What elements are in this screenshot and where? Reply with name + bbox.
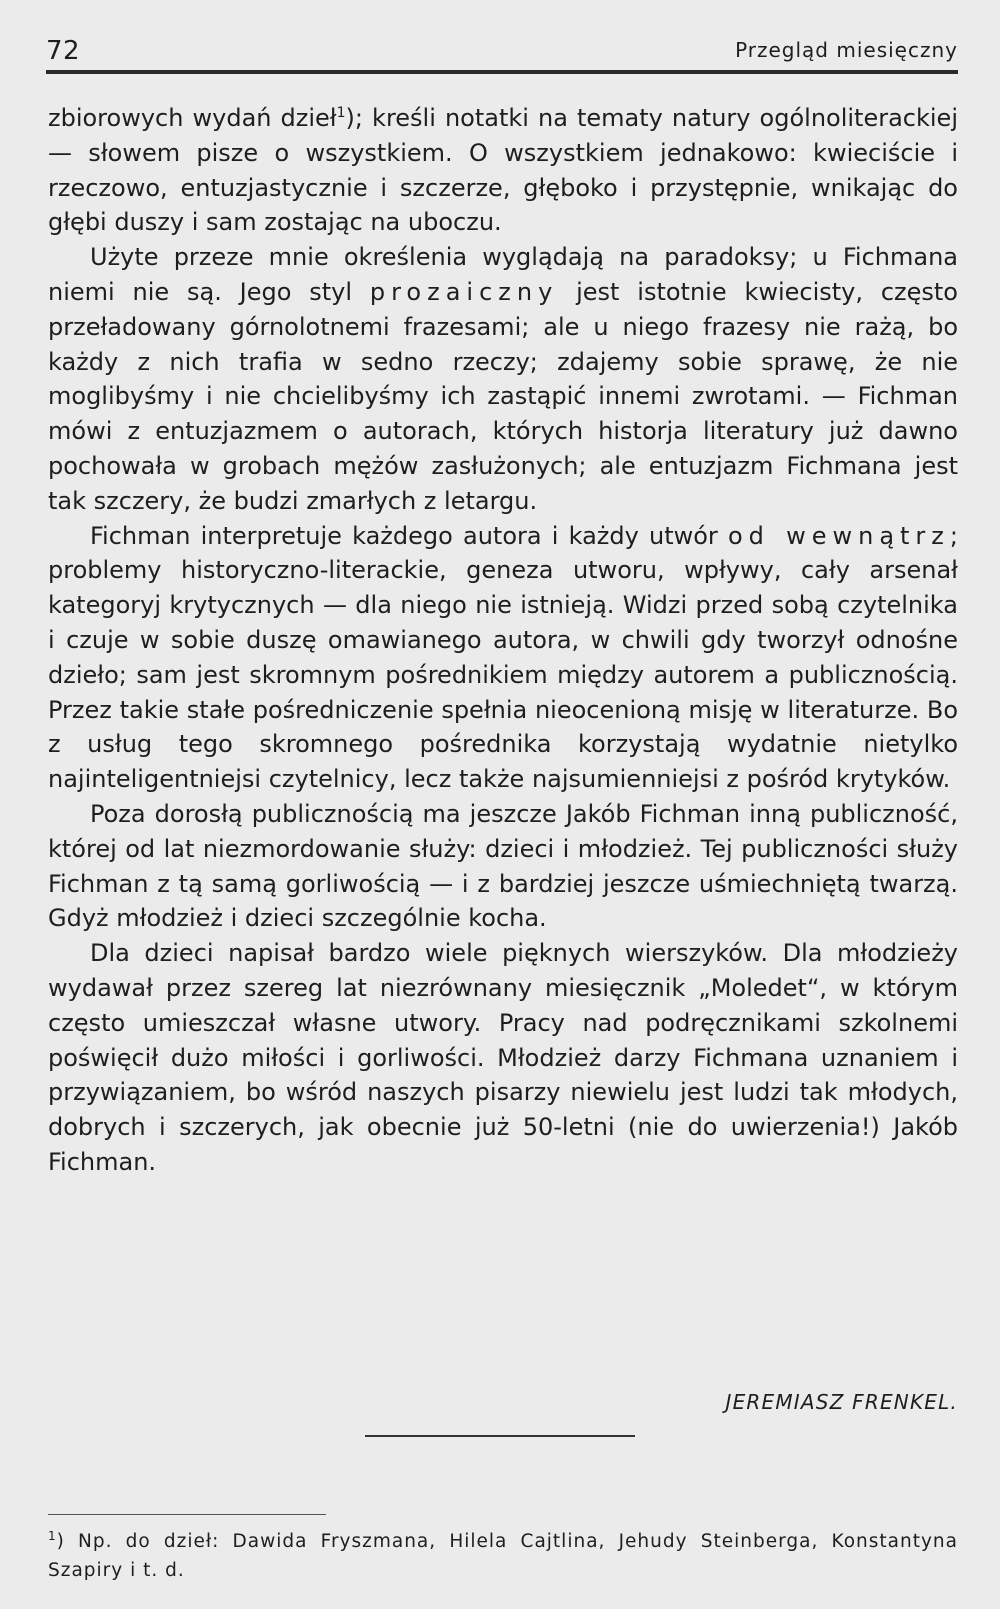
paragraph-1 [48, 96, 958, 240]
footnote-text: ) Np. do dzieł: Dawida Fryszmana, Hilela Cajtlina, Jehudy Steinberga, Konstantyna Szapiry i t. d. [48, 1531, 958, 1582]
paragraph-4: Poza dorosłą publicznością ma jeszcze Jakób Fichman inną publiczność, której od lat niezmordowanie służy: dzieci i młodzież. Tej publiczności służy Fichman z tą samą gorliwością — i z bardziej jeszcze uśmiechniętą twarzą. Gdyż młodzież i dzieci szczególnie kocha. [48, 799, 958, 933]
paragraph-3-text-a: Fichman interpretuje każdego autora i każdy utwór [90, 521, 728, 550]
page-number: 72 [46, 36, 81, 66]
page-header [46, 36, 958, 70]
closing-rule [365, 1435, 635, 1437]
emphasized-word: prozaiczny [369, 277, 559, 306]
footnote-marker: 1 [48, 1529, 57, 1543]
footnote [48, 1522, 958, 1585]
paragraph-2-text-b: jest istotnie kwiecisty, często przeładowany górnolotnemi frazesami; ale u niego frazesy nie rażą, bo każdy z nich trafia w sedno rzeczy; zdajemy sobie sprawę, że nie moglibyśmy i nie chcielibyśmy ich zastąpić innemi zwrotami. — Fichman mówi z entuzjazmem o autorach, których historja literatury już dawno pochowała w grobach mężów zasłużonych; ale entuzjazm Fichmana jest tak szczery, że budzi zmarłych z letargu. [48, 277, 958, 515]
paragraph-1-text-a: zbiorowych wydań dzieł [48, 104, 337, 132]
paragraph-2-text-a: Użyte przeze mnie określenia wyglądają na paradoksy; u Fichmana niemi nie są. Jego styl [48, 243, 958, 306]
paragraph-1-text-b: ); kreśli notatki na tematy natury ogólnoliterackiej — słowem pisze o wszystkiem. O wszystkiem jednakowo: kwieciście i rzeczowo, entuzjastycznie i szczerze, głęboko i przystępnie, wnikając do głębi duszy i sam zostając na uboczu. [48, 104, 958, 237]
running-title: Przegląd miesięczny [735, 38, 958, 62]
header-rule [46, 70, 958, 74]
paragraph-2 [48, 240, 958, 518]
paragraph-3-text-b: ; problemy historyczno-literackie, geneza utworu, wpływy, cały arsenał kategoryj krytycznych — dla niego nie istnieją. Widzi przed sobą czytelnika i czuje w sobie duszę omawianego autora, w chwili gdy tworzył odnośne dzieło; sam jest skromnym pośrednikiem między autorem a publicznością. Przez takie stałe pośredniczenie spełnia nieocenioną misję w literaturze. Bo z usług tego skromnego pośrednika korzystają wydatnie nietylko najinteligentniejsi czytelnicy, lecz także najsumienniejsi z pośród krytyków. [48, 521, 958, 794]
footnote-rule [48, 1514, 326, 1515]
paragraph-5: Dla dzieci napisał bardzo wiele pięknych wierszyków. Dla młodzieży wydawał przez szereg lat niezrównany miesięcznik „Moledet“, w którym często umieszczał własne utwory. Pracy nad podręcznikami szkolnemi poświęcił dużo miłości i gorliwości. Młodzież darzy Fichmana uznaniem i przywiązaniem, bo wśród naszych pisarzy niewielu jest ludzi tak młodych, dobrych i szczerych, jak obecnie już 50-letni (nie do uwierzenia!) Jakób Fichman. [48, 939, 958, 1176]
author-signature: JEREMIASZ FRENKEL. [725, 1390, 958, 1414]
emphasized-phrase: od wewnątrz [727, 521, 950, 550]
footnote-reference: 1 [336, 105, 346, 121]
article-body [48, 96, 958, 1180]
paragraph-3 [48, 519, 958, 797]
